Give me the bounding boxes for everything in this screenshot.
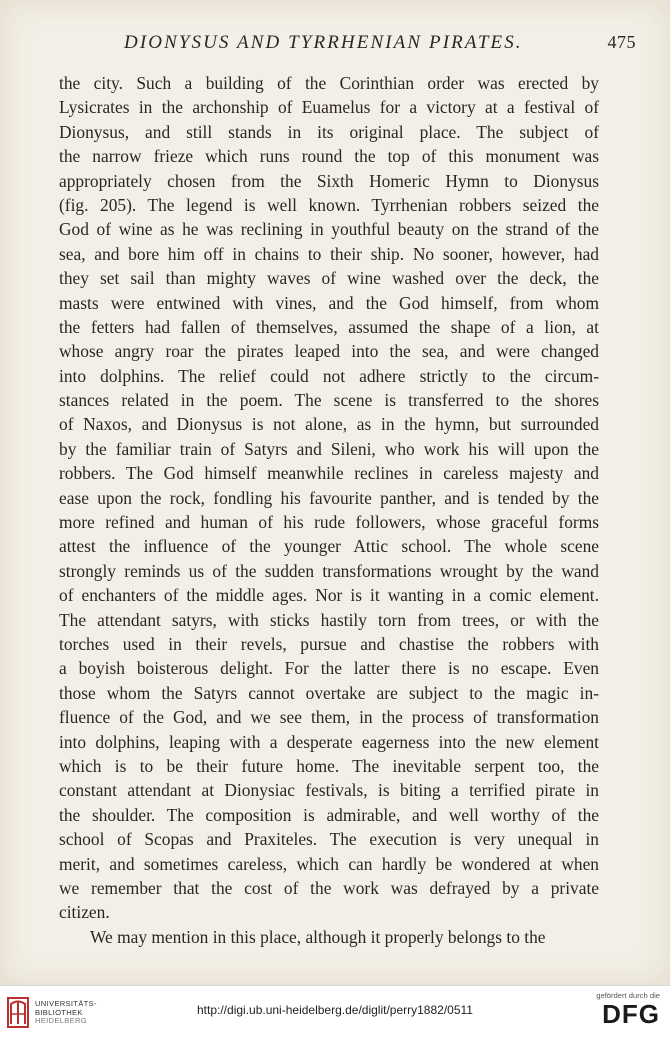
text-line: sea, and bore him off in chains to their ship. No sooner, however, had — [59, 243, 599, 264]
text-line: those whom the Satyrs cannot overtake are subject to the magic in- — [59, 682, 599, 703]
text-line: torches used in their revels, pursue and chastise the robbers with — [59, 633, 599, 654]
text-line: Dionysus, and still stands in its original place. The subject of — [59, 121, 599, 142]
text-line: the shoulder. The composition is admirable, and well worthy of the — [59, 804, 599, 825]
text-line: into dolphins. The relief could not adhere strictly to the circum- — [59, 365, 599, 386]
library-name-line: HEIDELBERG — [35, 1016, 87, 1026]
library-name-line: BIBLIOTHEK — [35, 1007, 83, 1017]
text-line: Lysicrates in the archonship of Euamelus for a victory at a festival of — [59, 97, 599, 118]
text-line: attest the influence of the younger Attic school. The whole scene — [59, 536, 599, 557]
text-line: fluence of the God, and we see them, in the process of transformation — [59, 707, 599, 728]
source-url-link[interactable]: http://digi.ub.uni-heidelberg.de/diglit/perry1882/0511 — [197, 1003, 473, 1017]
text-line: appropriately chosen from the Sixth Homeric Hymn to Dionysus — [59, 170, 599, 191]
text-line: which is to be their future home. The inevitable serpent too, the — [59, 755, 599, 776]
text-line: stances related in the poem. The scene is transferred to the shores — [59, 390, 599, 411]
text-line: more refined and human of his rude followers, whose graceful forms — [59, 512, 599, 533]
page-number: 475 — [607, 32, 636, 52]
text-line: God of wine as he was reclining in youthful beauty on the strand of the — [59, 219, 599, 240]
text-line: whose angry roar the pirates leaped into the sea, and were changed — [59, 341, 599, 362]
text-line: into dolphins, leaping with a desperate eagerness into the new element — [59, 731, 599, 752]
text-line: constant attendant at Dionysiac festivals, is biting a terrified pirate in — [59, 780, 599, 801]
running-head — [40, 32, 650, 58]
text-line: the fetters had fallen of themselves, assumed the shape of a lion, at — [59, 316, 599, 337]
text-line-paragraph-end: citizen. — [59, 902, 110, 923]
text-line: the city. Such a building of the Corinthian order was erected by — [59, 73, 599, 93]
text-line: the narrow frieze which runs round the top of this monument was — [59, 146, 599, 167]
dfg-logo: DFG — [602, 999, 660, 1029]
digitization-footer — [0, 985, 670, 1040]
funded-by-label: gefördert durch die — [596, 991, 660, 1000]
body-text — [59, 71, 599, 949]
text-line: school of Scopas and Praxiteles. The execution is very unequal in — [59, 829, 599, 850]
text-line: of enchanters of the middle ages. Nor is it wanting in a comic element. — [59, 585, 599, 606]
text-line: ease upon the rock, fondling his favourite panther, and is tended by the — [59, 487, 599, 508]
text-line: masts were entwined with vines, and the God himself, from whom — [59, 292, 599, 313]
library-name-line: UNIVERSITÄTS- — [35, 999, 97, 1008]
text-line: a boyish boisterous delight. For the latter there is no escape. Even — [59, 658, 599, 679]
text-line: of Naxos, and Dionysus is not alone, as in the hymn, but surrounded — [59, 414, 599, 435]
text-line: they set sail than mighty waves of wine washed over the deck, the — [59, 268, 599, 289]
text-line: we remember that the cost of the work was defrayed by a private — [59, 877, 599, 898]
text-line-paragraph-start: We may mention in this place, although it properly belongs to the — [90, 926, 546, 947]
text-line: The attendant satyrs, with sticks hastily torn from trees, or with the — [59, 609, 599, 630]
text-line: merit, and sometimes careless, which can hardly be wondered at when — [59, 853, 599, 874]
text-line: by the familiar train of Satyrs and Sileni, who work his will upon the — [59, 438, 599, 459]
running-title: DIONYSUS AND TYRRHENIAN PIRATES. — [124, 32, 523, 53]
text-line: strongly reminds us of the sudden transformations wrought by the wand — [59, 560, 599, 581]
text-line: (fig. 205). The legend is well known. Tyrrhenian robbers seized the — [59, 194, 599, 215]
text-line: robbers. The God himself meanwhile reclines in careless majesty and — [59, 463, 599, 484]
